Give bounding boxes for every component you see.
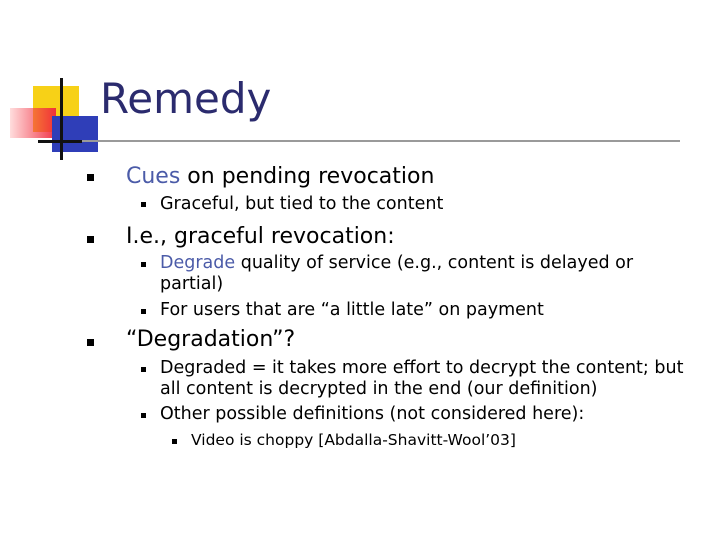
bullet-item-cues xyxy=(126,164,434,190)
bullet-marker xyxy=(141,367,146,372)
bullet-marker xyxy=(141,202,146,207)
bullet-marker xyxy=(141,262,146,267)
subbullet-degrade xyxy=(160,253,633,295)
accent-word: Cues xyxy=(126,164,181,189)
subbullet-other-definitions: Other possible definitions (not considered here): xyxy=(160,404,585,424)
bullet-text-continued: all content is decrypted in the end (our definition) xyxy=(160,379,598,399)
bullet-marker xyxy=(87,339,94,346)
slide-title: Remedy xyxy=(100,74,272,123)
bullet-text: quality of service (e.g., content is delayed or xyxy=(235,253,634,273)
decor-vertical-line xyxy=(60,78,63,160)
decor-blue-square xyxy=(52,116,98,152)
bullet-marker xyxy=(87,236,94,243)
title-underline xyxy=(38,140,680,142)
bullet-marker xyxy=(141,309,146,314)
subbullet-degraded-definition xyxy=(160,358,683,400)
subsubbullet-video-choppy: Video is choppy [Abdalla-Shavitt-Wool’03] xyxy=(191,431,516,449)
decor-horizontal-accent xyxy=(38,140,82,143)
subbullet-graceful: Graceful, but tied to the content xyxy=(160,194,444,214)
bullet-item-graceful-revocation: I.e., graceful revocation: xyxy=(126,224,395,249)
bullet-marker xyxy=(87,174,94,181)
accent-word: Degrade xyxy=(160,253,236,273)
bullet-text: on pending revocation xyxy=(180,164,435,189)
bullet-item-degradation: “Degradation”? xyxy=(126,327,296,352)
bullet-marker xyxy=(141,413,146,418)
bullet-text: Degraded = it takes more effort to decrypt the content; but xyxy=(160,358,684,378)
bullet-text-continued: partial) xyxy=(160,274,224,294)
subbullet-late-payment: For users that are “a little late” on payment xyxy=(160,300,544,320)
decor-red-bar xyxy=(10,108,56,138)
bullet-marker xyxy=(172,439,177,444)
